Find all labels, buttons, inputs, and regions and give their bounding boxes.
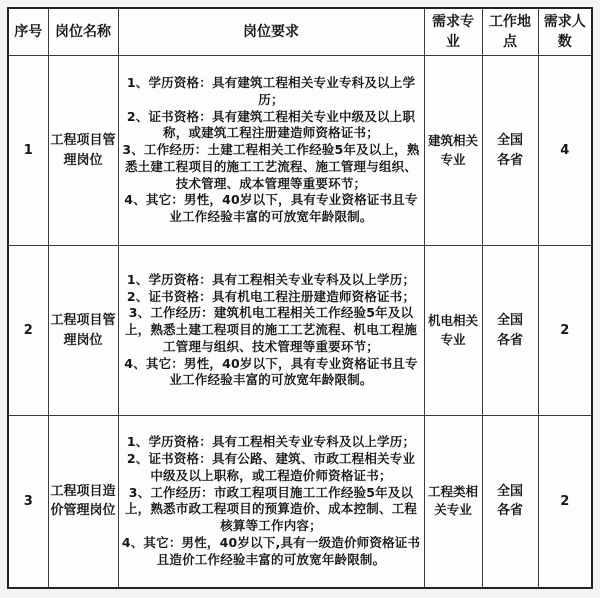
requirement-item: 3、工作经历：建筑机电工程相关工作经验5年及以上，熟悉土建工程项目的施工工艺流程、机电工程施工管理与组织、技术管理等重要环节； [124, 305, 418, 354]
requirement-item: 2、证书资格：具有机电工程注册建造师资格证书； [126, 288, 416, 304]
requirement-item: 3、工作经历：市政工程项目施工工作经验5年及以上，熟悉市政工程项目的预算造价、成本控制、工程核算等工作内容； [124, 484, 418, 533]
requirement-item: 4、其它：男性，40岁以下，具有专业资格证书且专业工作经验丰富的可放宽年龄限制。 [124, 355, 418, 388]
row3-major: 工程类相关专业 [424, 416, 482, 588]
row1-location: 全国各省 [482, 56, 538, 246]
requirement-item: 4、其它：男性，40岁以下，具有专业资格证书且专业工作经验丰富的可放宽年龄限制。 [124, 192, 418, 225]
row3-headcount: 2 [538, 416, 592, 588]
row2-seq: 2 [8, 246, 48, 416]
header-position-name: 岗位名称 [48, 8, 118, 56]
row2-requirements [118, 246, 424, 416]
row2-headcount: 2 [538, 246, 592, 416]
row1-position-name: 工程项目管理岗位 [48, 56, 118, 246]
header-headcount: 需求人数 [538, 8, 592, 56]
table-row [8, 416, 592, 588]
row3-requirements [118, 416, 424, 588]
row1-requirements [118, 56, 424, 246]
header-location: 工作地点 [482, 8, 538, 56]
table-header-row [8, 8, 592, 56]
header-seq: 序号 [8, 8, 48, 56]
job-requirements-table [7, 7, 593, 589]
requirement-item: 2、证书资格：具有建筑工程相关专业中级及以上职称，或建筑工程注册建造师资格证书； [126, 108, 416, 141]
row2-location: 全国各省 [482, 246, 538, 416]
header-major: 需求专业 [424, 8, 482, 56]
requirement-item: 1、学历资格：具有建筑工程相关专业专科及以上学历； [126, 75, 416, 107]
requirement-item: 4、其它：男性，40岁以下,具有一级造价师资格证书且造价工作经验丰富的可放宽年龄限制。 [121, 534, 421, 567]
table-row [8, 56, 592, 246]
row1-major: 建筑相关专业 [424, 56, 482, 246]
requirement-item: 2、证书资格：具有公路、建筑、市政工程相关专业中级及以上职称，或工程造价师资格证书； [126, 451, 416, 483]
table-row [8, 246, 592, 416]
header-requirements: 岗位要求 [118, 8, 424, 56]
row3-position-name: 工程项目造价管理岗位 [48, 416, 118, 588]
requirement-item: 3、工作经历：土建工程相关工作经验5年及以上，熟悉土建工程项目的施工工艺流程、施工管理与组织、技术管理、成本管理等重要环节； [122, 142, 420, 191]
row3-seq: 3 [8, 416, 48, 588]
row3-location: 全国各省 [482, 416, 538, 588]
row1-headcount: 4 [538, 56, 592, 246]
row2-major: 机电相关专业 [424, 246, 482, 416]
row2-position-name: 工程项目管理岗位 [48, 246, 118, 416]
row1-seq: 1 [8, 56, 48, 246]
requirement-item: 1、学历资格：具有工程相关专业专科及以上学历； [126, 271, 416, 287]
requirement-item: 1、学历资格：具有工程相关专业专科及以上学历； [126, 434, 416, 450]
